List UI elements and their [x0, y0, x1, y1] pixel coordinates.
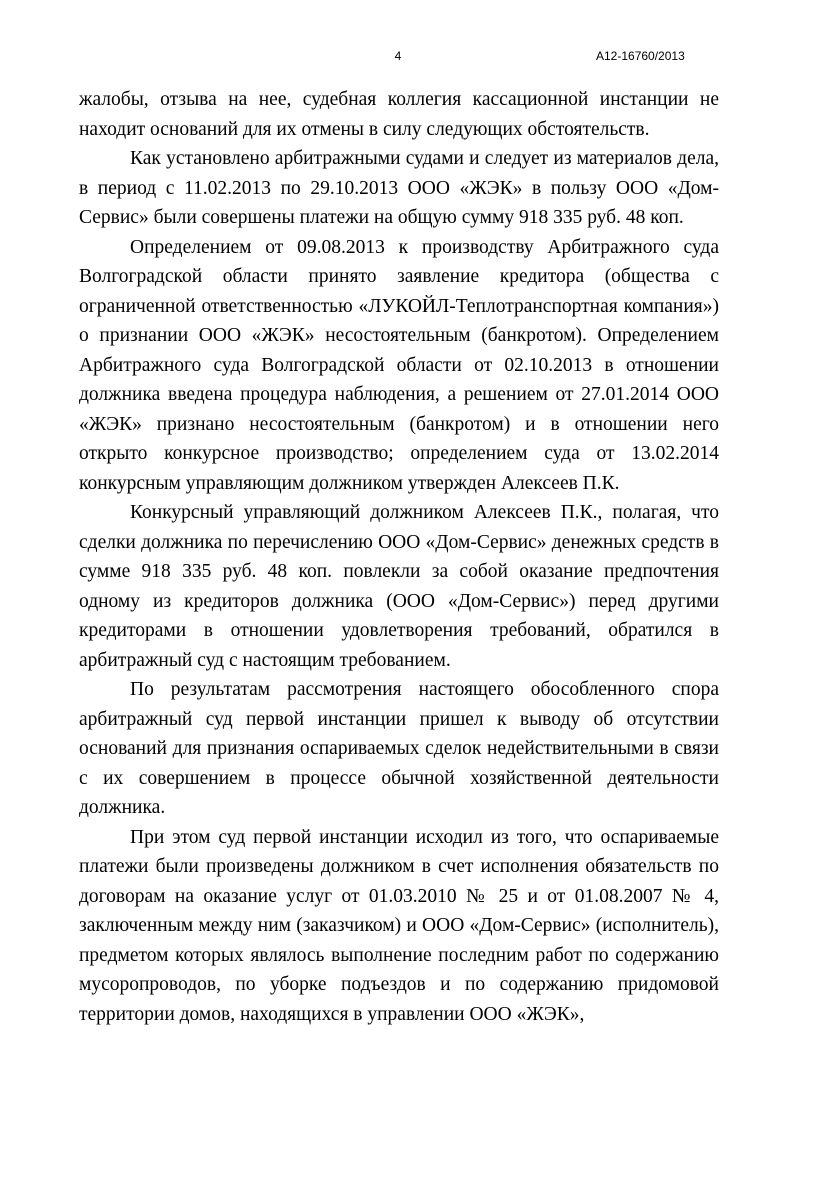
case-number: А12-16760/2013: [596, 49, 685, 63]
paragraph-first-instance-reasoning: При этом суд первой инстанции исходил из того, что оспариваемые платежи были произведены должником в счет исполнения обязательств по договорам на оказание услуг от 01.03.2010 № 25 и от 01.08.2007 № 4, заключенным между ним (заказчиком) и ООО «Дом-Сервис» (исполнитель), предметом которых являлось выполнение последним работ по содержанию мусоропроводов, по уборке подъездов и по содержанию придомовой территории домов, находящихся в управлении ООО «ЖЭК»,: [79, 826, 719, 1025]
document-body: [79, 85, 719, 1029]
paragraph-first-instance-conclusion: По результатам рассмотрения настоящего обособленного спора арбитражный суд первой инстанции пришел к выводу об отсутствии оснований для признания оспариваемых сделок недействительными в связи с их совершением в процессе обычной хозяйственной деятельности должника.: [79, 679, 719, 818]
paragraph-bankruptcy-procedure: Определением от 09.08.2013 к производству Арбитражного суда Волгоградской области принято заявление кредитора (общества с ограниченной ответственностью «ЛУКОЙЛ-Теплотранспортная компания») о признании ООО «ЖЭК» несостоятельным (банкротом). Определением Арбитражного суда Волгоградской области от 02.10.2013 в отношении должника введена процедура наблюдения, а решением от 27.01.2014 ООО «ЖЭК» признано несостоятельным (банкротом) и в отношении него открыто конкурсное производство; определением суда от 13.02.2014 конкурсным управляющим должником утвержден Алексеев П.К.: [79, 236, 719, 494]
paragraph-payments: Как установлено арбитражными судами и следует из материалов дела, в период с 11.02.2013 по 29.10.2013 ООО «ЖЭК» в пользу ООО «Дом-Сервис» были совершены платежи на общую сумму 918 335 руб. 48 коп.: [79, 148, 719, 228]
page-number: 4: [394, 49, 402, 63]
paragraph-manager-claim: Конкурсный управляющий должником Алексеев П.К., полагая, что сделки должника по перечислению ООО «Дом-Сервис» денежных средств в сумме 918 335 руб. 48 коп. повлекли за собой оказание предпочтения одному из кредиторов должника (ООО «Дом-Сервис») перед другими кредиторами в отношении удовлетворения требований, обратился в арбитражный суд с настоящим требованием.: [79, 502, 719, 671]
paragraph-continuation: жалобы, отзыва на нее, судебная коллегия кассационной инстанции не находит оснований для их отмены в силу следующих обстоятельств.: [79, 89, 719, 140]
